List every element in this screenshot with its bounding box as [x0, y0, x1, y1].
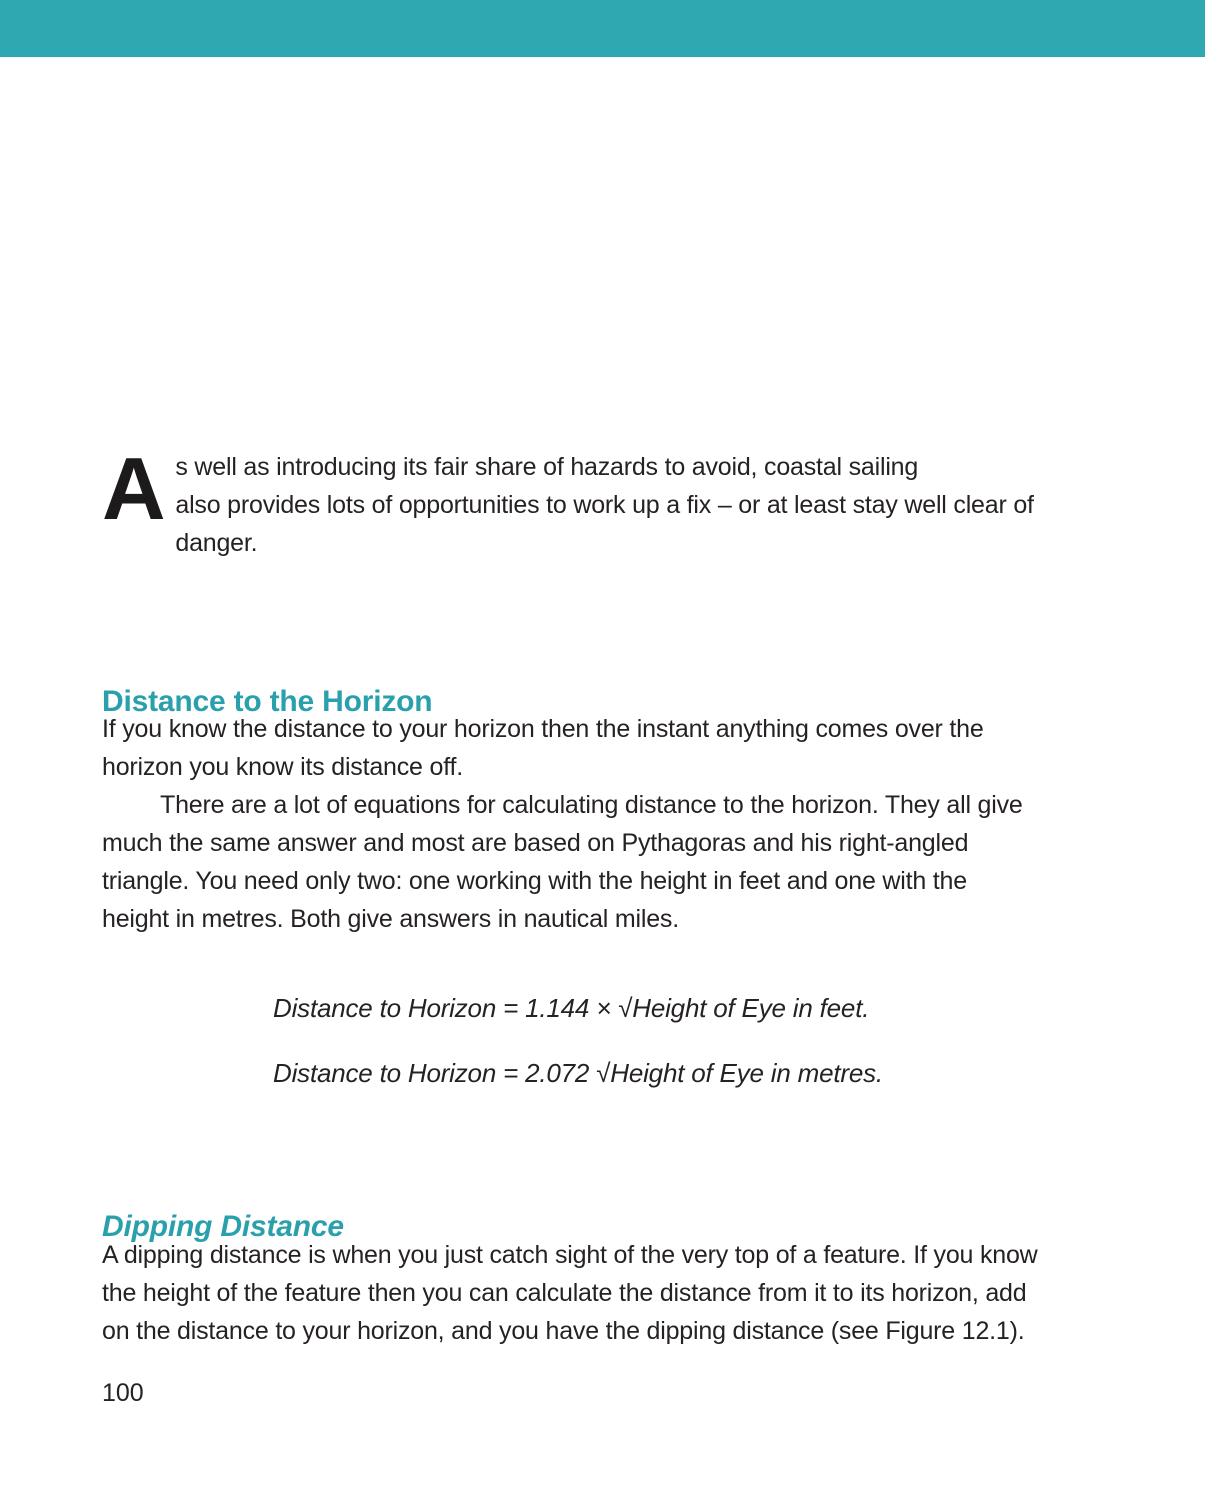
body-line: horizon you know its distance off.: [102, 753, 463, 781]
body-line: triangle. You need only two: one working with the height in feet and one with the: [102, 867, 967, 895]
section-heading-distance-to-horizon: Distance to the Horizon: [102, 684, 433, 718]
chapter-header-bar: [0, 0, 1205, 57]
intro-line: also provides lots of opportunities to work up a fix – or at least stay well clear of: [175, 491, 1034, 519]
intro-paragraph: [102, 439, 1042, 562]
section-1-body: [102, 710, 1062, 938]
drop-cap: A: [102, 439, 166, 538]
intro-line: danger.: [175, 529, 258, 557]
intro-line: s well as introducing its fair share of hazards to avoid, coastal sailing: [175, 453, 919, 481]
equation-horizon-metres: Distance to Horizon = 2.072 √Height of Eye in metres.: [273, 1058, 883, 1088]
body-line: If you know the distance to your horizon then the instant anything comes over the: [102, 715, 984, 743]
body-line: the height of the feature then you can calculate the distance from it to its horizon, add: [102, 1279, 1027, 1307]
section-heading-dipping-distance: Dipping Distance: [102, 1209, 344, 1243]
body-line: on the distance to your horizon, and you have the dipping distance (see Figure 12.1).: [102, 1317, 1025, 1345]
body-line: height in metres. Both give answers in nautical miles.: [102, 905, 679, 933]
page-number: 100: [102, 1379, 144, 1407]
body-line: much the same answer and most are based on Pythagoras and his right-angled: [102, 829, 969, 857]
body-line: There are a lot of equations for calculating distance to the horizon. They all give: [160, 791, 1023, 819]
body-line: A dipping distance is when you just catch sight of the very top of a feature. If you know: [102, 1241, 1038, 1269]
section-2-body: [102, 1236, 1062, 1350]
equation-horizon-feet: Distance to Horizon = 1.144 × √Height of Eye in feet.: [273, 993, 870, 1023]
